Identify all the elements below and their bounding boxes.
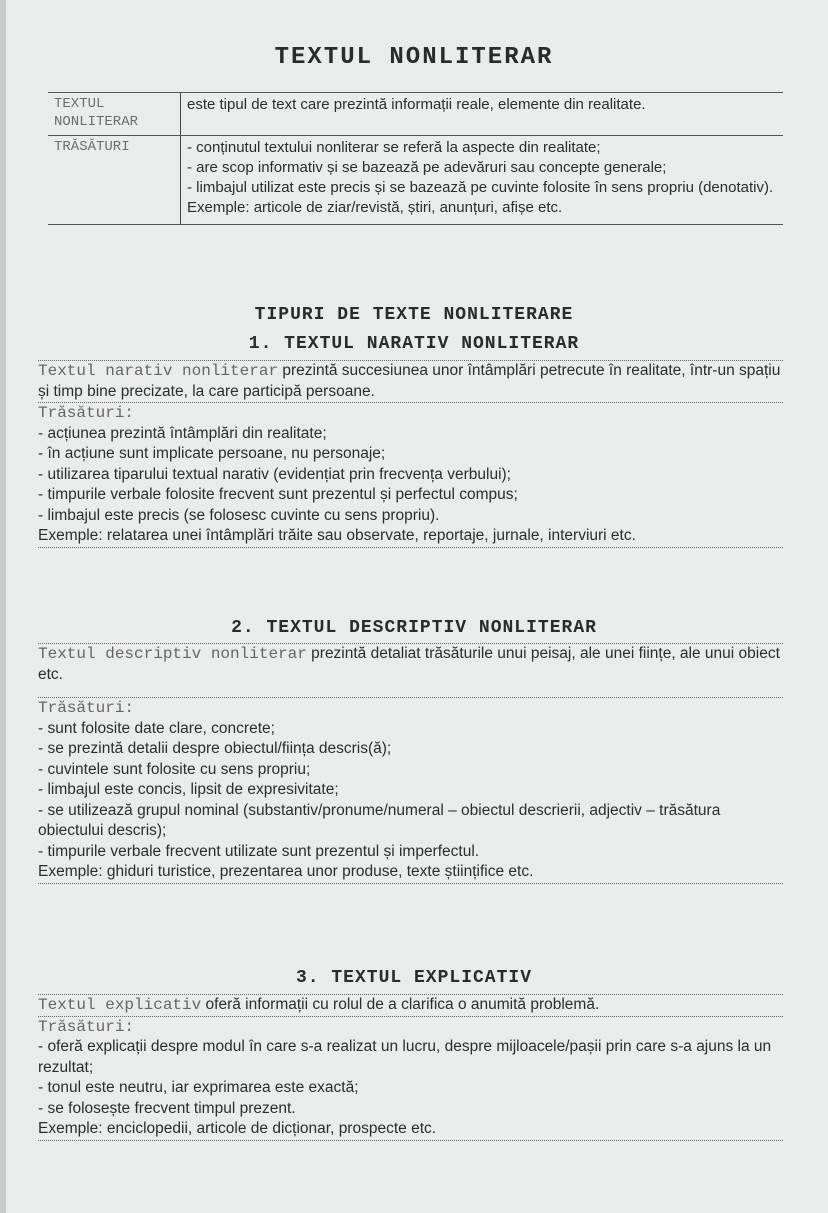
section-definition <box>38 644 783 685</box>
features-label: Trăsături: <box>38 1017 135 1036</box>
feature-item: - oferă explicații despre modul în care s-a realizat un lucru, despre mijloacele/pașii prin care s-a ajuns la un rezultat; <box>38 1038 772 1076</box>
definition-text: prezintă succesiunea unor întâmplări petrecute în realitate, într-un spațiu și timp bine precizate, la care participă persoane. <box>38 362 781 400</box>
feature-item: - cuvintele sunt folosite cu sens propriu; <box>38 760 311 778</box>
examples-line: Exemple: articole de ziar/revistă, știri, anunțuri, afișe etc. <box>187 199 563 216</box>
section-definition <box>38 995 783 1016</box>
feature-item: - se utilizează grupul nominal (substantiv/pronume/numeral – obiectul descrierii, adjectiv – trăsătura obiectului descris); <box>38 801 721 839</box>
examples-line: Exemple: enciclopedii, articole de dicționar, prospecte etc. <box>38 1120 437 1137</box>
row-content <box>181 136 784 225</box>
term: Textul explicativ <box>38 996 202 1014</box>
section-heading-narrative: 1. TEXTUL NARATIV NONLITERAR <box>248 334 580 354</box>
feature-item: - în acțiune sunt implicate persoane, nu personaje; <box>38 445 386 462</box>
table-row <box>48 136 783 225</box>
divider <box>38 547 783 548</box>
feature-item: - se prezintă detalii despre obiectul/ființa descris(ă); <box>38 740 392 757</box>
feature-item: - acțiunea prezintă întâmplări din realitate; <box>38 424 327 442</box>
definition-table <box>48 92 783 225</box>
features-label: Trăsături: <box>38 699 135 717</box>
feature-item: - limbajul utilizat este precis și se bazează pe cuvinte folosite în sens propriu (denotativ). <box>187 179 774 196</box>
table-row <box>48 93 783 136</box>
feature-item: - timpurile verbale folosite frecvent sunt prezentul și perfectul compus; <box>38 486 518 503</box>
feature-item: - se folosește frecvent timpul prezent. <box>38 1099 296 1117</box>
term: Textul narativ nonliterar <box>38 362 279 380</box>
term: Textul descriptiv nonliterar <box>38 645 307 663</box>
examples-line: Exemple: relatarea unei întâmplări trăite sau observate, reportaje, jurnale, interviuri etc. <box>38 527 636 544</box>
feature-item: - utilizarea tiparului textual narativ (evidențiat prin frecvența verbului); <box>38 465 511 483</box>
feature-item: - conținutul textului nonliterar se referă la aspecte din realitate; <box>187 139 601 156</box>
features-label: Trăsături: <box>38 404 135 422</box>
feature-item: - limbajul este precis (se folosesc cuvinte cu sens propriu). <box>38 506 440 524</box>
examples-line: Exemple: ghiduri turistice, prezentarea unor produse, texte științifice etc. <box>38 863 534 880</box>
divider <box>38 1140 783 1141</box>
definition-text: prezintă detaliat trăsăturile unui peisaj, ale unei ființe, ale unui obiect etc. <box>38 645 780 683</box>
divider <box>38 883 783 884</box>
types-heading: TIPURI DE TEXTE NONLITERARE <box>254 305 574 325</box>
feature-item: - tonul este neutru, iar exprimarea este exactă; <box>38 1079 359 1096</box>
feature-item: - sunt folosite date clare, concrete; <box>38 719 275 737</box>
feature-item: - limbajul este concis, lipsit de expresivitate; <box>38 781 339 798</box>
section-narrative <box>38 360 783 548</box>
section-heading-explanatory: 3. TEXTUL EXPLICATIV <box>295 968 533 988</box>
section-heading-descriptive: 2. TEXTUL DESCRIPTIV NONLITERAR <box>231 618 597 638</box>
row-label: TRĂSĂTURI <box>48 136 181 225</box>
feature-item: - are scop informativ și se bazează pe adevăruri sau concepte generale; <box>187 159 667 176</box>
definition-text: oferă informații cu rolul de a clarifica o anumită problemă. <box>205 996 600 1013</box>
page-title: TEXTUL NONLITERAR <box>274 44 554 71</box>
page-edge <box>0 0 6 1213</box>
section-descriptive <box>38 643 783 884</box>
section-explanatory <box>38 994 783 1141</box>
row-content: este tipul de text care prezintă informații reale, elemente din realitate. <box>181 93 784 136</box>
section-definition <box>38 361 783 402</box>
row-label: TEXTUL NONLITERAR <box>48 93 181 136</box>
feature-item: - timpurile verbale frecvent utilizate sunt prezentul și imperfectul. <box>38 842 480 860</box>
